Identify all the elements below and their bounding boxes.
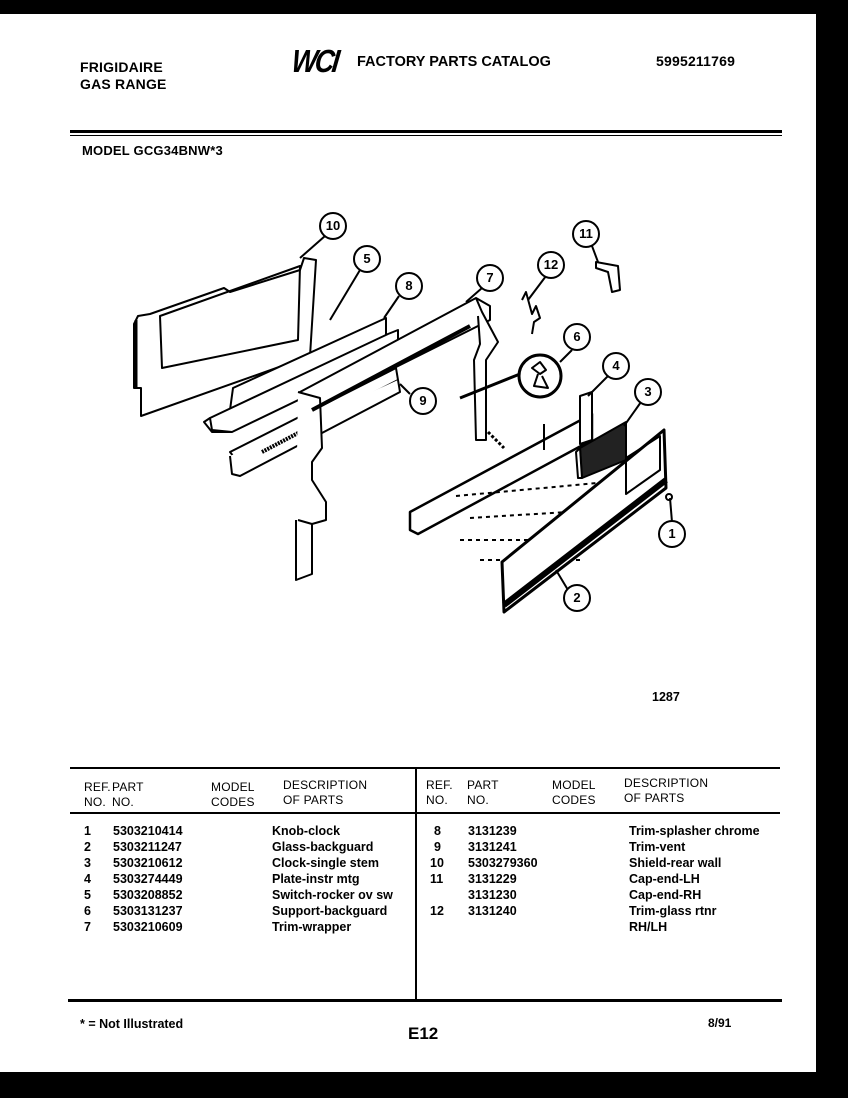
table-column-divider bbox=[415, 767, 417, 1000]
callout-4: 4 bbox=[612, 358, 620, 373]
part-12-trim-glass-retainer bbox=[522, 292, 540, 334]
header-desc-right: DESCRIPTION OF PARTS bbox=[624, 776, 709, 805]
figure-number: 1287 bbox=[652, 690, 680, 704]
brand-name: FRIGIDAIRE bbox=[80, 59, 163, 75]
callout-8: 8 bbox=[405, 278, 413, 293]
header-desc: DESCRIPTION OF PARTS bbox=[283, 778, 368, 807]
part-7-trim-wrapper bbox=[296, 298, 498, 580]
callout-6: 6 bbox=[573, 329, 581, 344]
callout-1: 1 bbox=[668, 526, 676, 541]
part-1-knob-clock bbox=[666, 494, 672, 500]
table-header-rule bbox=[70, 812, 780, 814]
callout-7: 7 bbox=[486, 270, 494, 285]
catalog-title: FACTORY PARTS CATALOG bbox=[357, 54, 551, 70]
wci-logo: WCI bbox=[289, 43, 340, 79]
not-illustrated-note: * = Not Illustrated bbox=[80, 1017, 184, 1031]
header-ref: REF. NO. bbox=[84, 780, 111, 809]
callout-2: 2 bbox=[573, 590, 581, 605]
header-model: MODEL CODES bbox=[211, 780, 255, 809]
table-bottom-rule bbox=[68, 999, 782, 1002]
header-part: PART NO. bbox=[112, 780, 144, 809]
page-code: E12 bbox=[408, 1024, 439, 1043]
callout-9: 9 bbox=[419, 393, 427, 408]
callout-10: 10 bbox=[325, 218, 341, 233]
product-type: GAS RANGE bbox=[80, 76, 167, 92]
header-ref-right: REF. NO. bbox=[426, 778, 453, 807]
model-label: MODEL GCG34BNW*3 bbox=[82, 143, 223, 158]
header-part-right: PART NO. bbox=[467, 778, 499, 807]
part-11-cap-end bbox=[596, 262, 620, 292]
callout-3: 3 bbox=[644, 384, 652, 399]
callout-12: 12 bbox=[543, 257, 559, 272]
callout-11: 11 bbox=[579, 226, 593, 241]
callout-5: 5 bbox=[363, 251, 371, 266]
revision-date: 8/91 bbox=[708, 1016, 732, 1030]
table-top-rule bbox=[70, 767, 780, 769]
catalog-number: 5995211769 bbox=[656, 53, 736, 69]
header-model-right: MODEL CODES bbox=[552, 778, 596, 807]
